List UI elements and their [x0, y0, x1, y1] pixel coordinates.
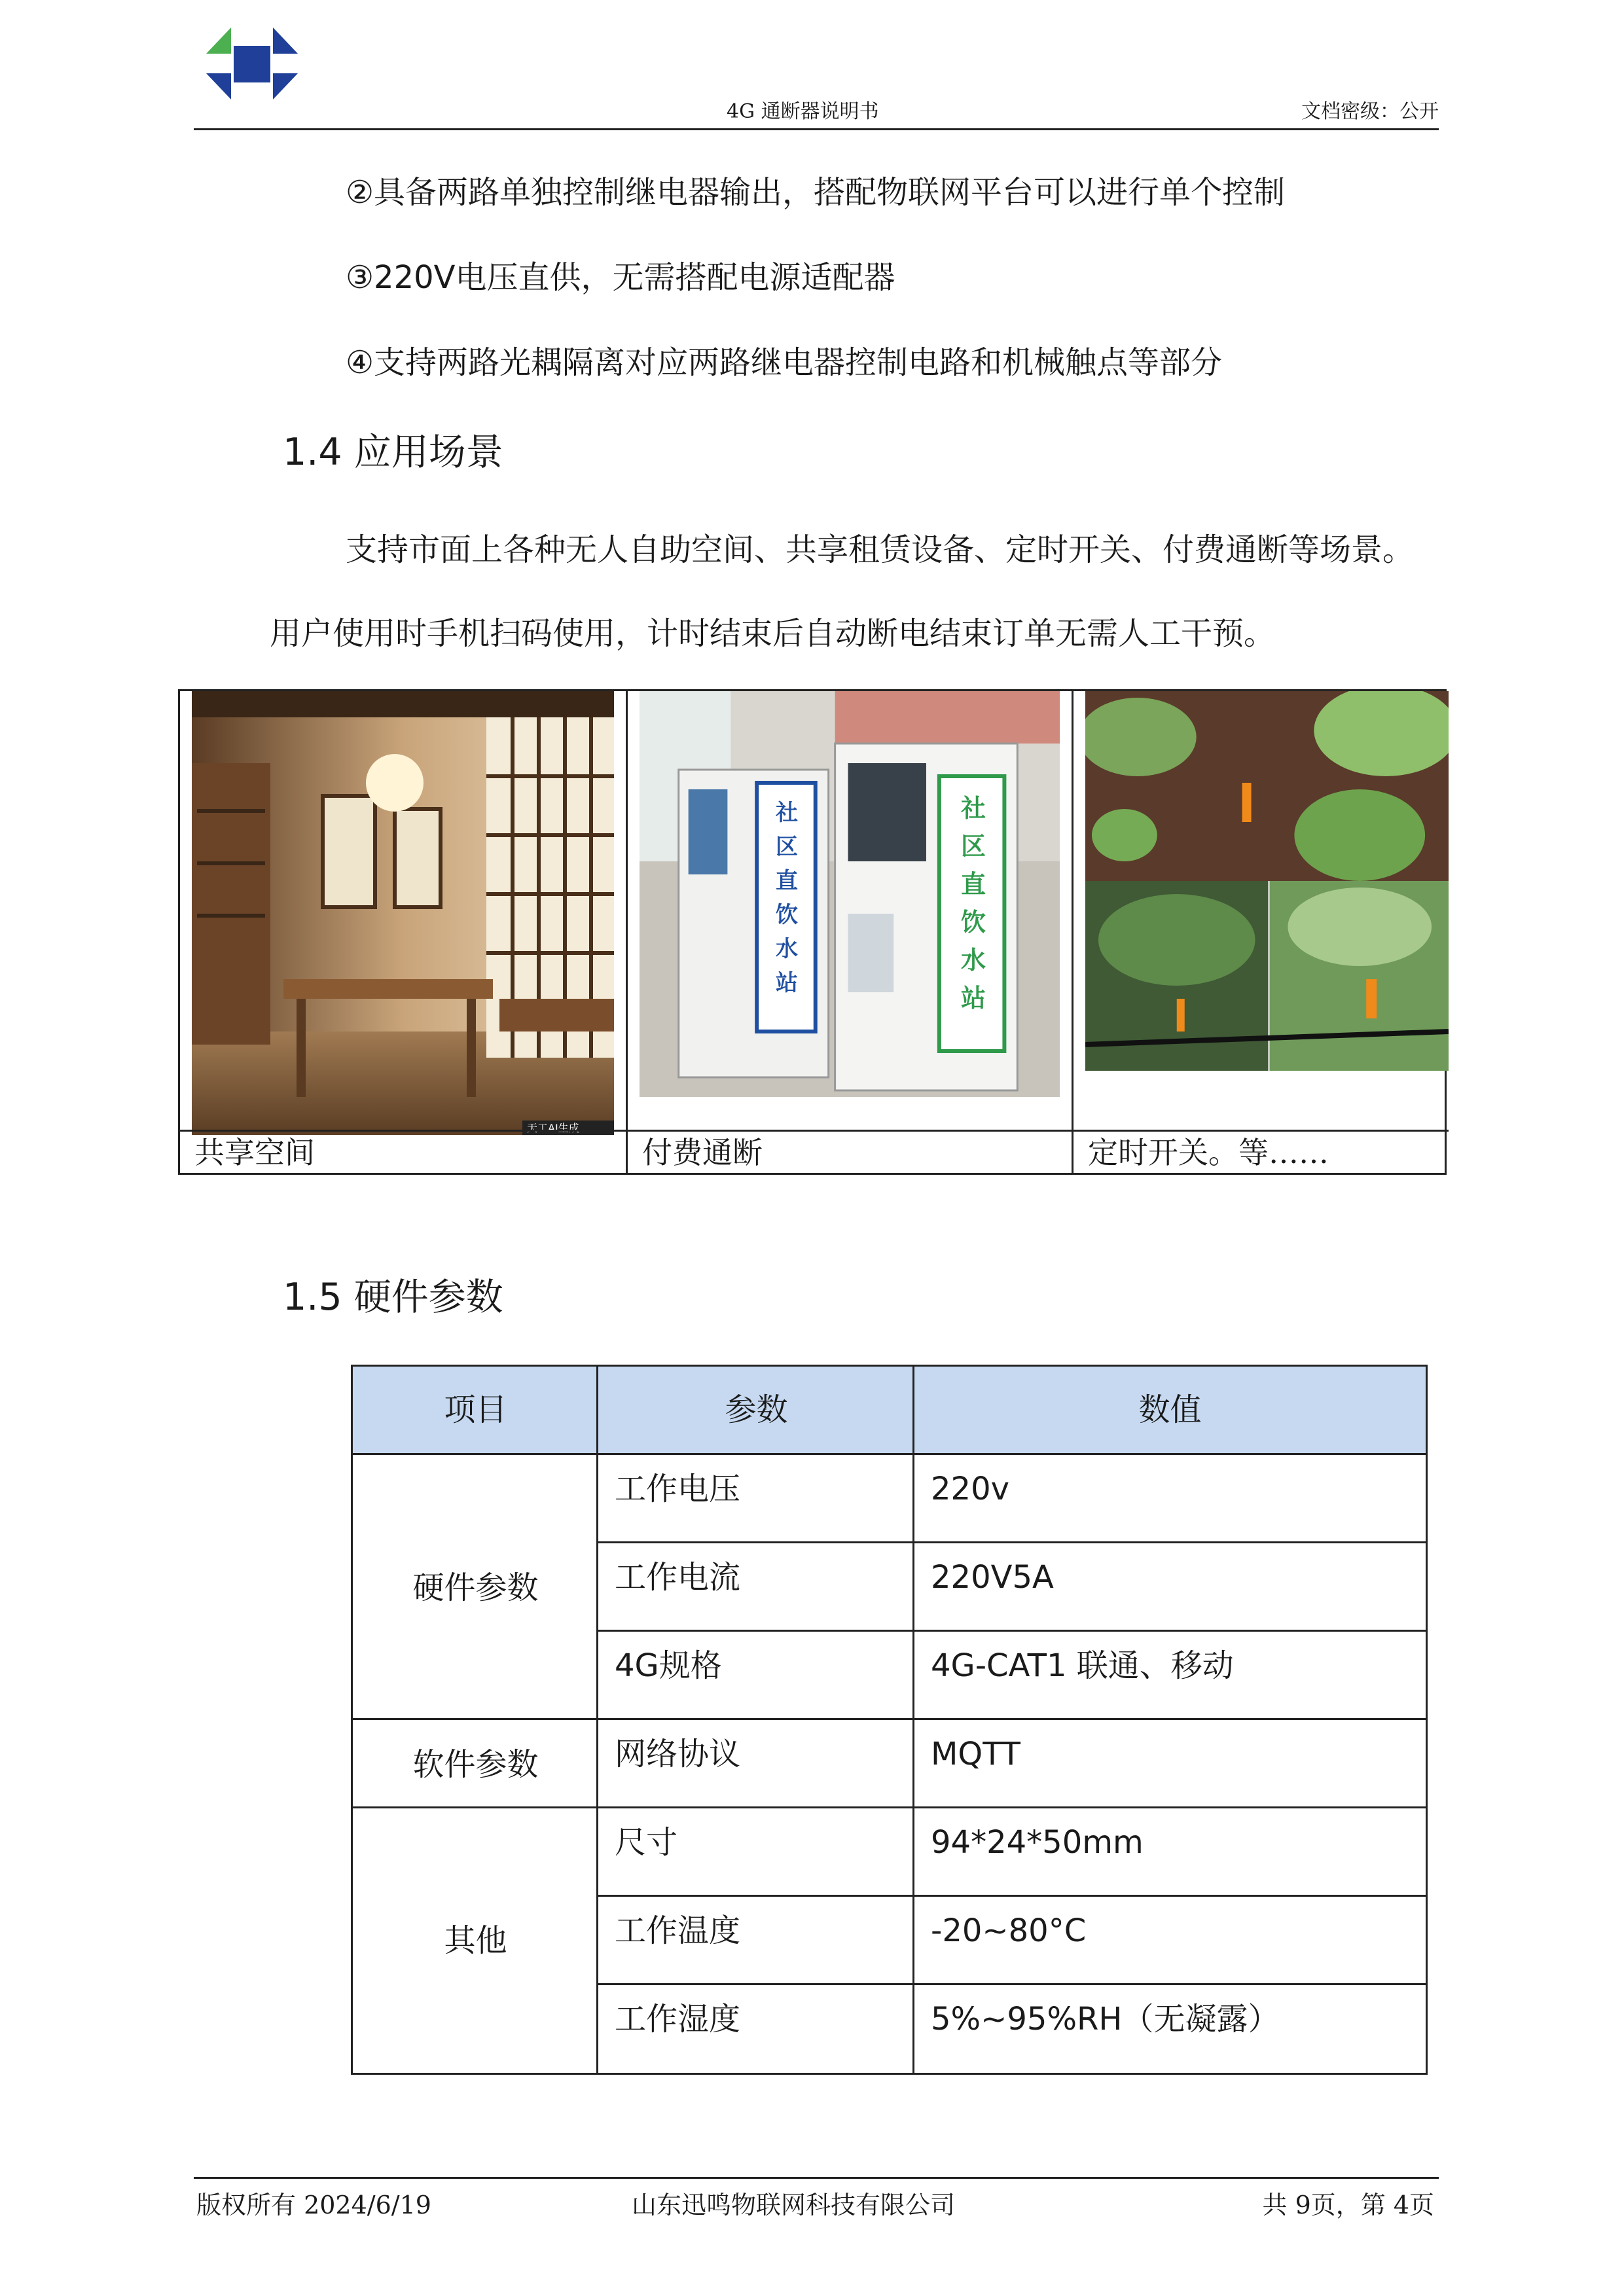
- sign-green: 社 区 直 饮 水 站: [960, 794, 986, 1013]
- scenario-paragraph-line-1: 支持市面上各种无人自助空间、共享租赁设备、定时开关、付费通断等场景。: [346, 531, 1415, 568]
- table-row-param: 工作湿度: [615, 2001, 741, 2037]
- irrigation-image: [1085, 691, 1449, 1071]
- scenario-paragraph-line-2: 用户使用时手机扫码使用，计时结束后自动断电结束订单无需人工干预。: [270, 615, 1276, 652]
- group-other: 其他: [444, 1922, 507, 1959]
- hardware-params-table: [351, 1365, 1428, 2075]
- feature-item-2: ②具备两路单独控制继电器输出，搭配物联网平台可以进行单个控制: [346, 174, 1286, 211]
- table-row-value: 94*24*50mm: [931, 1824, 1144, 1861]
- table-header-param: 参数: [598, 1367, 914, 1453]
- table-header-value: 数值: [914, 1367, 1426, 1453]
- table-divider: [598, 1541, 1426, 1543]
- table-divider: [353, 1453, 1426, 1455]
- group-hardware: 硬件参数: [412, 1569, 539, 1606]
- table-row-value: 220V5A: [931, 1559, 1054, 1596]
- section-heading-1-5: 1.5 硬件参数: [283, 1276, 503, 1319]
- section-heading-1-4: 1.4 应用场景: [283, 431, 503, 474]
- footer-rule: [194, 2177, 1439, 2179]
- company-logo: [200, 13, 304, 111]
- header-doc-title: 4G 通断器说明书: [727, 100, 879, 123]
- feature-item-3: ③220V电压直供，无需搭配电源适配器: [346, 259, 895, 296]
- footer-copyright: 版权所有 2024/6/19: [196, 2191, 431, 2219]
- table-row-param: 工作电流: [615, 1559, 741, 1596]
- scenario-cell-shared-space: [180, 691, 626, 1173]
- table-header-item: 项目: [353, 1367, 598, 1453]
- table-row-value: 5%~95%RH（无凝露）: [931, 2001, 1280, 2037]
- scenario-caption-3: 定时开关。等……: [1074, 1130, 1449, 1173]
- table-row-param: 网络协议: [615, 1736, 741, 1772]
- table-divider: [353, 1806, 1426, 1808]
- table-divider: [598, 1630, 1426, 1632]
- scenario-caption-2: 付费通断: [628, 1130, 1072, 1173]
- scenario-cell-paid-switch: [626, 691, 1072, 1173]
- header-classification: 文档密级：公开: [1301, 100, 1439, 123]
- tea-room-image: [192, 691, 614, 1135]
- table-row-value: -20~80°C: [931, 1912, 1087, 1949]
- group-software: 软件参数: [412, 1746, 539, 1783]
- table-row-param: 尺寸: [615, 1824, 678, 1861]
- table-row-value: MQTT: [931, 1736, 1020, 1772]
- water-station-image: [640, 691, 1060, 1097]
- table-divider: [353, 1718, 1426, 1720]
- scenario-caption-1: 共享空间: [180, 1130, 626, 1173]
- table-row-value: 220v: [931, 1471, 1010, 1507]
- footer-company: 山东迅鸣物联网科技有限公司: [632, 2191, 956, 2219]
- table-divider: [598, 1895, 1426, 1897]
- table-row-param: 工作温度: [615, 1912, 741, 1949]
- table-row-param: 4G规格: [615, 1647, 722, 1684]
- table-divider: [598, 1983, 1426, 1985]
- ai-watermark: 天工AI生成: [527, 1122, 579, 1134]
- table-row-param: 工作电压: [615, 1471, 741, 1507]
- scenario-cell-timer: [1072, 691, 1449, 1173]
- footer-page-number: 共 9页，第 4页: [1262, 2191, 1434, 2219]
- feature-item-4: ④支持两路光耦隔离对应两路继电器控制电路和机械触点等部分: [346, 344, 1223, 381]
- scenario-table: [178, 689, 1447, 1175]
- header-rule: [194, 128, 1439, 130]
- sign-blue: 社 区 直 饮 水 站: [776, 800, 798, 996]
- table-row-value: 4G-CAT1 联通、移动: [931, 1647, 1234, 1684]
